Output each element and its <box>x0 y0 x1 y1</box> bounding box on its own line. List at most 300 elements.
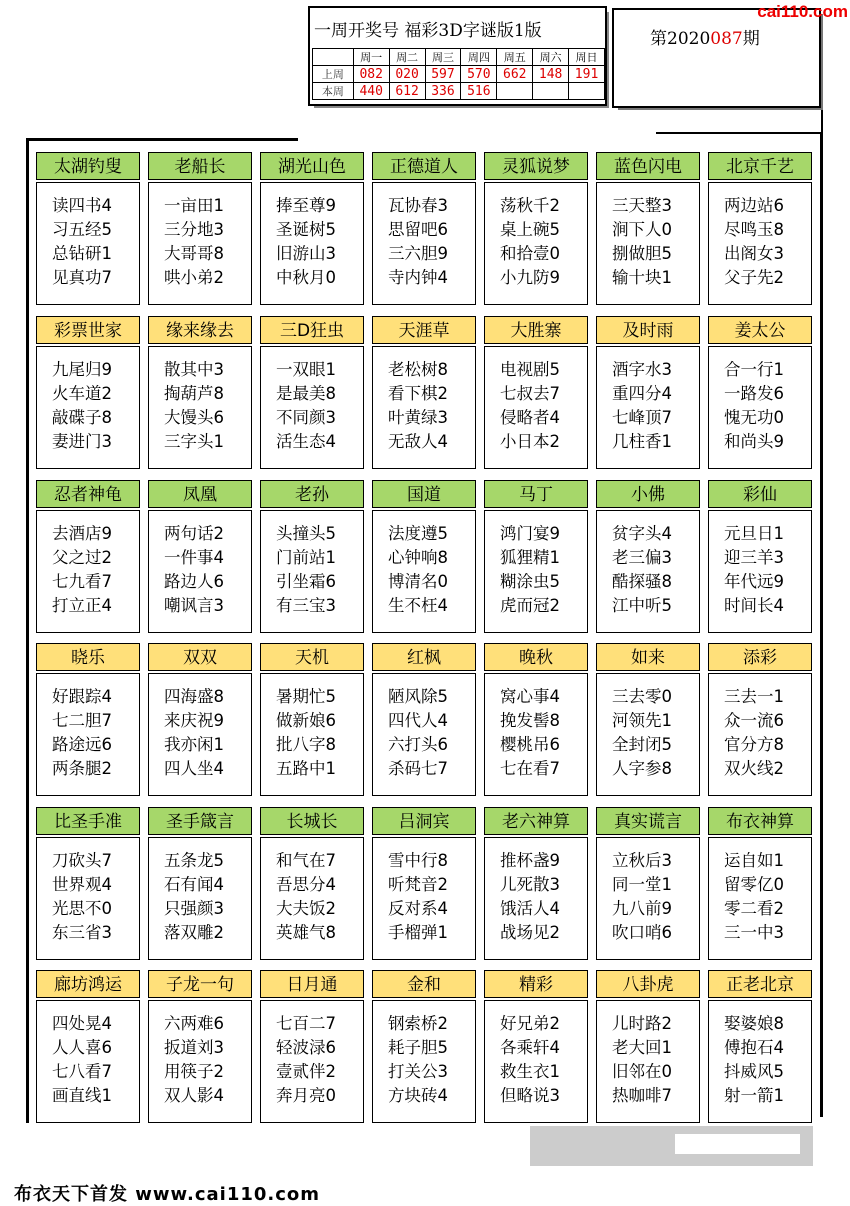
day-header: 周三 <box>425 49 461 66</box>
result-value: 612 <box>389 83 425 100</box>
riddle-line: 吹口哨6 <box>612 923 672 942</box>
riddle-line: 荡秋千2 <box>500 196 560 215</box>
result-value: 082 <box>353 66 389 83</box>
card-body <box>260 182 364 305</box>
card-title: 彩票世家 <box>36 316 140 344</box>
card-title: 布衣神算 <box>708 807 812 835</box>
riddle-card <box>484 152 588 305</box>
card-title: 长城长 <box>260 807 364 835</box>
riddle-line: 好兄弟2 <box>500 1014 560 1033</box>
bottom-box-inner <box>675 1134 800 1154</box>
riddle-line: 儿死散3 <box>500 875 560 894</box>
riddle-line: 去酒店9 <box>52 524 112 543</box>
result-value: 662 <box>497 66 533 83</box>
riddle-line: 窝心事4 <box>500 687 560 706</box>
riddle-card <box>708 152 812 305</box>
panel-title: 一周开奖号 福彩3D字谜版1版 <box>314 21 542 41</box>
result-value <box>497 83 533 100</box>
card-body <box>36 837 140 960</box>
card-title: 凤凰 <box>148 480 252 508</box>
riddle-line: 同一堂1 <box>612 875 672 894</box>
riddle-line: 一亩田1 <box>164 196 224 215</box>
riddle-line: 世界观4 <box>52 875 112 894</box>
card-title: 晚秋 <box>484 643 588 671</box>
riddle-line: 三去一1 <box>724 687 784 706</box>
riddle-line: 和尚头9 <box>724 432 784 451</box>
riddle-line: 虎而冠2 <box>500 596 560 615</box>
riddle-line: 捌做胆5 <box>612 244 672 263</box>
riddle-card <box>484 643 588 796</box>
riddle-line: 掏葫芦8 <box>164 384 224 403</box>
riddle-card <box>708 643 812 796</box>
riddle-line: 石有闻4 <box>164 875 224 894</box>
riddle-line: 重四分4 <box>612 384 672 403</box>
card-title: 老六神算 <box>484 807 588 835</box>
riddle-line: 老松树8 <box>388 360 448 379</box>
riddle-line: 桌上碗5 <box>500 220 560 239</box>
riddle-line: 旧游山3 <box>276 244 336 263</box>
riddle-card <box>708 807 812 960</box>
riddle-line: 活生态4 <box>276 432 336 451</box>
card-body <box>260 673 364 796</box>
riddle-line: 涧下人0 <box>612 220 672 239</box>
riddle-line: 打关公3 <box>388 1062 448 1081</box>
table-header-row <box>313 49 605 66</box>
riddle-line: 七九看7 <box>52 572 112 591</box>
riddle-card <box>148 807 252 960</box>
day-header: 周四 <box>461 49 497 66</box>
riddle-card <box>148 643 252 796</box>
riddle-card <box>372 480 476 633</box>
riddle-line: 四处晃4 <box>52 1014 112 1033</box>
card-title: 比圣手准 <box>36 807 140 835</box>
riddle-line: 一双眼1 <box>276 360 336 379</box>
result-value <box>569 83 605 100</box>
card-body <box>148 346 252 469</box>
card-body <box>596 182 700 305</box>
card-title: 姜太公 <box>708 316 812 344</box>
card-title: 精彩 <box>484 970 588 998</box>
riddle-line: 傅抱石4 <box>724 1038 784 1057</box>
riddle-line: 一件事4 <box>164 548 224 567</box>
result-value: 516 <box>461 83 497 100</box>
riddle-line: 壹贰伴2 <box>276 1062 336 1081</box>
card-body <box>372 1000 476 1123</box>
riddle-line: 贫字头4 <box>612 524 672 543</box>
riddle-card <box>372 152 476 305</box>
riddle-card <box>260 480 364 633</box>
card-body <box>36 182 140 305</box>
riddle-line: 奔月亮0 <box>276 1086 336 1105</box>
riddle-line: 江中听5 <box>612 596 672 615</box>
card-body <box>148 673 252 796</box>
riddle-line: 七叔去7 <box>500 384 560 403</box>
card-body <box>596 837 700 960</box>
issue-number <box>650 24 760 49</box>
riddle-line: 儿时路2 <box>612 1014 672 1033</box>
riddle-line: 官分方8 <box>724 735 784 754</box>
result-value: 570 <box>461 66 497 83</box>
riddle-line: 散其中3 <box>164 360 224 379</box>
card-title: 日月通 <box>260 970 364 998</box>
riddle-line: 读四书4 <box>52 196 112 215</box>
riddle-line: 雪中行8 <box>388 851 448 870</box>
riddle-line: 轻波渌6 <box>276 1038 336 1057</box>
riddle-card <box>260 643 364 796</box>
card-body <box>260 837 364 960</box>
riddle-line: 耗子胆5 <box>388 1038 448 1057</box>
riddle-line: 大夫饭2 <box>276 899 336 918</box>
result-value: 440 <box>353 83 389 100</box>
corner-cell <box>313 49 354 66</box>
card-title: 晓乐 <box>36 643 140 671</box>
riddle-line: 五条龙5 <box>164 851 224 870</box>
riddle-card <box>596 807 700 960</box>
riddle-line: 推杯盏9 <box>500 851 560 870</box>
weekly-results-table <box>312 48 605 100</box>
riddle-line: 河领先1 <box>612 711 672 730</box>
card-body <box>484 346 588 469</box>
riddle-card <box>372 643 476 796</box>
riddle-line: 生不枉4 <box>388 596 448 615</box>
riddle-line: 酒字水3 <box>612 360 672 379</box>
card-title: 北京千艺 <box>708 152 812 180</box>
result-value: 336 <box>425 83 461 100</box>
riddle-line: 暑期忙5 <box>276 687 336 706</box>
riddle-card <box>596 152 700 305</box>
card-body <box>148 510 252 633</box>
riddle-line: 总钻研1 <box>52 244 112 263</box>
riddle-line: 侵略者4 <box>500 408 560 427</box>
card-body <box>708 673 812 796</box>
result-value: 597 <box>425 66 461 83</box>
riddle-line: 尽鸣玉8 <box>724 220 784 239</box>
riddle-line: 三六胆9 <box>388 244 448 263</box>
riddle-line: 两边站6 <box>724 196 784 215</box>
riddle-line: 四海盛8 <box>164 687 224 706</box>
riddle-card <box>36 643 140 796</box>
riddle-line: 一路发6 <box>724 384 784 403</box>
riddle-line: 七百二7 <box>276 1014 336 1033</box>
riddle-line: 嘲讽言3 <box>164 596 224 615</box>
riddle-card <box>372 316 476 469</box>
card-body <box>36 673 140 796</box>
riddle-line: 寺内钟4 <box>388 268 448 287</box>
riddle-line: 心钟响8 <box>388 548 448 567</box>
day-header: 周五 <box>497 49 533 66</box>
riddle-line: 三字头1 <box>164 432 224 451</box>
row-label: 本周 <box>313 83 354 100</box>
riddle-line: 酷探骚8 <box>612 572 672 591</box>
riddle-line: 和气在7 <box>276 851 336 870</box>
card-title: 真实谎言 <box>596 807 700 835</box>
riddle-line: 画直线1 <box>52 1086 112 1105</box>
riddle-line: 捧至尊9 <box>276 196 336 215</box>
card-title: 及时雨 <box>596 316 700 344</box>
riddle-line: 出阁女3 <box>724 244 784 263</box>
weekly-results-panel <box>308 6 607 106</box>
riddle-line: 时间长4 <box>724 596 784 615</box>
riddle-line: 不同颜3 <box>276 408 336 427</box>
riddle-line: 打立正4 <box>52 596 112 615</box>
card-body <box>708 182 812 305</box>
riddle-card <box>260 152 364 305</box>
card-title: 子龙一句 <box>148 970 252 998</box>
card-body <box>708 346 812 469</box>
card-body <box>708 510 812 633</box>
riddle-line: 我亦闲1 <box>164 735 224 754</box>
riddle-line: 狐狸精1 <box>500 548 560 567</box>
card-title: 廊坊鸿运 <box>36 970 140 998</box>
riddle-line: 习五经5 <box>52 220 112 239</box>
site-logo[interactable]: cai110.com <box>757 2 848 21</box>
riddle-line: 路边人6 <box>164 572 224 591</box>
riddle-line: 樱桃吊6 <box>500 735 560 754</box>
riddle-line: 两条腿2 <box>52 759 112 778</box>
riddle-line: 七峰顶7 <box>612 408 672 427</box>
riddle-line: 三分地3 <box>164 220 224 239</box>
riddle-card <box>596 316 700 469</box>
riddle-line: 小九防9 <box>500 268 560 287</box>
riddle-line: 老大回1 <box>612 1038 672 1057</box>
riddle-line: 饿活人4 <box>500 899 560 918</box>
bottom-box <box>530 1126 813 1166</box>
riddle-line: 只强颜3 <box>164 899 224 918</box>
riddle-line: 合一行1 <box>724 360 784 379</box>
riddle-line: 四代人4 <box>388 711 448 730</box>
card-title: 湖光山色 <box>260 152 364 180</box>
riddle-card <box>36 152 140 305</box>
riddle-line: 六两难6 <box>164 1014 224 1033</box>
decorative-line <box>656 110 823 134</box>
riddle-card <box>36 316 140 469</box>
riddle-line: 有三宝3 <box>276 596 336 615</box>
card-body <box>484 1000 588 1123</box>
riddle-card <box>596 643 700 796</box>
card-title: 小佛 <box>596 480 700 508</box>
riddle-line: 手榴弹1 <box>388 923 448 942</box>
card-title: 红枫 <box>372 643 476 671</box>
card-title: 蓝色闪电 <box>596 152 700 180</box>
decorative-line <box>26 138 29 1123</box>
card-body <box>148 182 252 305</box>
riddle-line: 方块砖4 <box>388 1086 448 1105</box>
riddle-line: 娶婆娘8 <box>724 1014 784 1033</box>
riddle-line: 几柱香1 <box>612 432 672 451</box>
riddle-card <box>148 970 252 1123</box>
card-body <box>260 510 364 633</box>
riddle-line: 九八前9 <box>612 899 672 918</box>
riddle-line: 抖威风5 <box>724 1062 784 1081</box>
card-body <box>36 1000 140 1123</box>
result-value: 020 <box>389 66 425 83</box>
card-body <box>708 1000 812 1123</box>
riddle-line: 年代远9 <box>724 572 784 591</box>
riddle-card <box>596 970 700 1123</box>
card-title: 吕洞宾 <box>372 807 476 835</box>
riddle-line: 零二看2 <box>724 899 784 918</box>
riddle-card <box>36 970 140 1123</box>
riddle-card <box>260 316 364 469</box>
card-body <box>372 346 476 469</box>
riddle-line: 东三省3 <box>52 923 112 942</box>
riddle-line: 叶黄绿3 <box>388 408 448 427</box>
card-title: 如来 <box>596 643 700 671</box>
riddle-line: 见真功7 <box>52 268 112 287</box>
riddle-line: 杀码七7 <box>388 759 448 778</box>
result-value: 191 <box>569 66 605 83</box>
riddle-line: 双人影4 <box>164 1086 224 1105</box>
riddle-line: 扳道刘3 <box>164 1038 224 1057</box>
riddle-line: 看下棋2 <box>388 384 448 403</box>
riddle-line: 射一箭1 <box>724 1086 784 1105</box>
riddle-line: 吾思分4 <box>276 875 336 894</box>
riddle-line: 救生衣1 <box>500 1062 560 1081</box>
riddle-line: 哄小弟2 <box>164 268 224 287</box>
card-title: 灵狐说梦 <box>484 152 588 180</box>
riddle-line: 三天整3 <box>612 196 672 215</box>
riddle-line: 众一流6 <box>724 711 784 730</box>
riddle-line: 批八字8 <box>276 735 336 754</box>
card-body <box>372 673 476 796</box>
issue-prefix: 第2020 <box>650 29 711 49</box>
riddle-line: 四人坐4 <box>164 759 224 778</box>
riddle-line: 输十块1 <box>612 268 672 287</box>
card-body <box>484 673 588 796</box>
riddle-card <box>484 316 588 469</box>
card-title: 天机 <box>260 643 364 671</box>
riddle-line: 小日本2 <box>500 432 560 451</box>
riddle-line: 两句话2 <box>164 524 224 543</box>
card-body <box>260 1000 364 1123</box>
card-body <box>372 182 476 305</box>
riddle-line: 英雄气8 <box>276 923 336 942</box>
riddle-line: 落双雕2 <box>164 923 224 942</box>
riddle-card <box>484 480 588 633</box>
row-label: 上周 <box>313 66 354 83</box>
riddle-line: 父之过2 <box>52 548 112 567</box>
card-title: 老船长 <box>148 152 252 180</box>
card-title: 添彩 <box>708 643 812 671</box>
riddle-card <box>260 970 364 1123</box>
riddle-line: 各乘轩4 <box>500 1038 560 1057</box>
riddle-line: 人字参8 <box>612 759 672 778</box>
riddle-line: 元旦日1 <box>724 524 784 543</box>
table-row <box>313 66 605 83</box>
riddle-line: 五路中1 <box>276 759 336 778</box>
riddle-line: 糊涂虫5 <box>500 572 560 591</box>
riddle-card <box>36 480 140 633</box>
day-header: 周日 <box>569 49 605 66</box>
riddle-line: 留零亿0 <box>724 875 784 894</box>
riddle-line: 钢索桥2 <box>388 1014 448 1033</box>
riddle-line: 旧邻在0 <box>612 1062 672 1081</box>
card-body <box>484 837 588 960</box>
riddle-line: 热咖啡7 <box>612 1086 672 1105</box>
riddle-card <box>708 970 812 1123</box>
riddle-line: 路途远6 <box>52 735 112 754</box>
card-title: 双双 <box>148 643 252 671</box>
riddle-line: 迎三羊3 <box>724 548 784 567</box>
riddle-line: 敲碟子8 <box>52 408 112 427</box>
riddle-line: 愧无功0 <box>724 408 784 427</box>
decorative-line <box>26 138 298 141</box>
riddle-line: 六打头6 <box>388 735 448 754</box>
riddle-line: 中秋月0 <box>276 268 336 287</box>
riddle-line: 瓦协春3 <box>388 196 448 215</box>
day-header: 周二 <box>389 49 425 66</box>
day-header: 周六 <box>533 49 569 66</box>
riddle-line: 七二胆7 <box>52 711 112 730</box>
issue-number-panel <box>612 8 821 108</box>
card-title: 圣手箴言 <box>148 807 252 835</box>
riddle-line: 好跟踪4 <box>52 687 112 706</box>
result-value <box>533 83 569 100</box>
riddle-card <box>36 807 140 960</box>
card-body <box>596 1000 700 1123</box>
riddle-line: 来庆祝9 <box>164 711 224 730</box>
riddle-line: 妻进门3 <box>52 432 112 451</box>
riddle-line: 父子先2 <box>724 268 784 287</box>
card-title: 老孙 <box>260 480 364 508</box>
decorative-line <box>820 132 823 1117</box>
card-body <box>148 837 252 960</box>
card-body <box>148 1000 252 1123</box>
riddle-line: 战场见2 <box>500 923 560 942</box>
riddle-line: 七八看7 <box>52 1062 112 1081</box>
riddle-card <box>708 480 812 633</box>
riddle-line: 反对系4 <box>388 899 448 918</box>
result-value: 148 <box>533 66 569 83</box>
riddle-card <box>372 807 476 960</box>
card-body <box>596 673 700 796</box>
card-title: 彩仙 <box>708 480 812 508</box>
riddle-line: 运自如1 <box>724 851 784 870</box>
card-body <box>596 510 700 633</box>
card-title: 正老北京 <box>708 970 812 998</box>
riddle-line: 和拾壹0 <box>500 244 560 263</box>
riddle-line: 博清名0 <box>388 572 448 591</box>
riddle-line: 光思不0 <box>52 899 112 918</box>
riddle-line: 火车道2 <box>52 384 112 403</box>
riddle-line: 三一中3 <box>724 923 784 942</box>
riddle-line: 但略说3 <box>500 1086 560 1105</box>
card-title: 八卦虎 <box>596 970 700 998</box>
riddle-line: 全封闭5 <box>612 735 672 754</box>
card-title: 国道 <box>372 480 476 508</box>
riddle-line: 思留吧6 <box>388 220 448 239</box>
card-title: 忍者神龟 <box>36 480 140 508</box>
riddle-card <box>484 807 588 960</box>
card-title: 天涯草 <box>372 316 476 344</box>
card-body <box>36 346 140 469</box>
riddle-line: 门前站1 <box>276 548 336 567</box>
riddle-line: 电视剧5 <box>500 360 560 379</box>
card-title: 金和 <box>372 970 476 998</box>
riddle-line: 做新娘6 <box>276 711 336 730</box>
riddle-card <box>260 807 364 960</box>
riddle-line: 引坐霜6 <box>276 572 336 591</box>
riddle-line: 鸿门宴9 <box>500 524 560 543</box>
card-body <box>372 837 476 960</box>
issue-suffix: 期 <box>742 29 760 49</box>
card-title: 大胜寨 <box>484 316 588 344</box>
card-body <box>36 510 140 633</box>
card-body <box>484 182 588 305</box>
riddle-line: 听梵音2 <box>388 875 448 894</box>
riddle-card <box>148 152 252 305</box>
riddle-line: 大馒头6 <box>164 408 224 427</box>
